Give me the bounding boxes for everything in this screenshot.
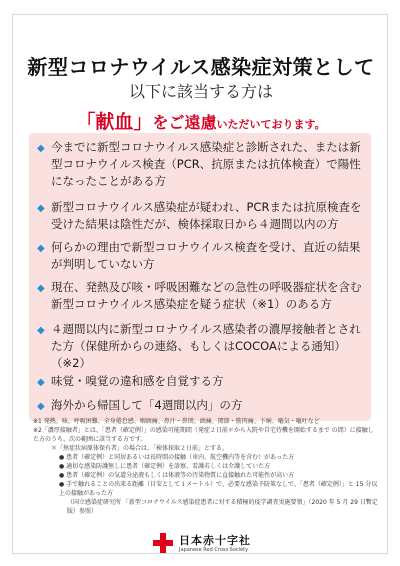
criteria-item: ◆ 海外から帰国して「4週間以内」の方 (37, 397, 367, 414)
diamond-bullet-icon: ◆ (37, 243, 45, 254)
footnote-2: ※2「濃厚接触者」とは、「患者（確定例）」の感染可能期間（発症２日前＊から入院や自宅待機を開始するまで の間）に接触した方のうち、次の範囲に該当する方です。 (33, 427, 374, 443)
criteria-item: ◆ 現在、発熱及び咳・呼吸困難などの急性の呼吸器症状を含む新型コロナウイルス感染症を疑う症状（※1）のある方 (37, 280, 362, 311)
criteria-item: ◆ 今までに新型コロナウイルス感染症と診断された、または新型コロナウイルス検査（PCR、抗原または抗体検査）で陽性になったことがある方 (37, 140, 361, 188)
footnote-bullet: ● 適切な感染防護無しに患者（確定例）を診察、看護若しくは介護していた方 (59, 463, 271, 470)
footnote-bullet: ● 患者（確定例）の気道分泌液もしくは体液等の汚染物質に直接触れた可能性が高い方 (59, 472, 295, 479)
poster-headline (13, 107, 389, 134)
criteria-item: ◆ 新型コロナウイルス感染症が疑われ、PCRまたは抗原検査を受けた結果は陰性だが、検体採取日から４週間以内の方 (37, 200, 362, 231)
footnotes (33, 417, 379, 516)
footnote-bullet: ● 手で触れることの出来る距離（目安として１メートル）で、必要な感染予防策なしで、「患者（確定例）」と 15 分以上の接触があった方 (59, 481, 378, 497)
diamond-bullet-icon: ◆ (37, 377, 45, 388)
criteria-item: ◆ ４週間以内に新型コロナウイルス感染者の濃厚接触者とされた方（保健所からの連絡、もしくはCOCOAによる通知）（※2） (37, 322, 361, 370)
criteria-item: ◆ 何らかの理由で新型コロナウイルス検査を受け、直近の結果が判明していない方 (37, 240, 361, 271)
headline-refrain: をご遠慮 (152, 113, 217, 132)
criteria-item: ◆ 味覚・嗅覚の違和感を自覚する方 (37, 373, 367, 390)
headline-blood-donation: 「献血」 (76, 111, 153, 133)
headline-tail: いただいております。 (216, 118, 326, 131)
footnote-1: ※1 発熱、咳、呼吸困難、全身倦怠感、咽頭痛、鼻汁・鼻閉、頭痛、関節・筋肉痛、下痢、嘔気・嘔吐など (33, 418, 320, 425)
diamond-bullet-icon: ◆ (37, 143, 45, 154)
red-cross-icon (153, 533, 173, 553)
poster-title: 新型コロナウイルス感染症対策として (27, 55, 375, 79)
footnote-bullet: ● 患者（確定例）と同居あるいは長時間の接触（車内、航空機内等を含む）があった方 (59, 454, 295, 461)
logo-name-jp: 日本赤十字社 (179, 534, 251, 547)
diamond-bullet-icon: ◆ (37, 325, 45, 336)
diamond-bullet-icon: ◆ (37, 401, 45, 412)
criteria-box (29, 133, 371, 421)
poster-sheet (12, 14, 388, 554)
logo-name-en: Japanese Red Cross Society (179, 547, 249, 553)
poster-subtitle: 以下に該当する方は (128, 82, 273, 101)
footnote-reference: （国立感染症研究所 「新型コロナウイルス感染症患者に対する積極的疫学調査実施要領」（2020 年 5 月 29 日暫定版）参照） (67, 499, 378, 515)
red-cross-logo (153, 531, 273, 557)
footnote-asterisk: ＊「無症状病原体保有者」の場合は、「検体採取２日前」とする。 (51, 445, 229, 452)
diamond-bullet-icon: ◆ (37, 283, 45, 294)
diamond-bullet-icon: ◆ (37, 203, 45, 214)
